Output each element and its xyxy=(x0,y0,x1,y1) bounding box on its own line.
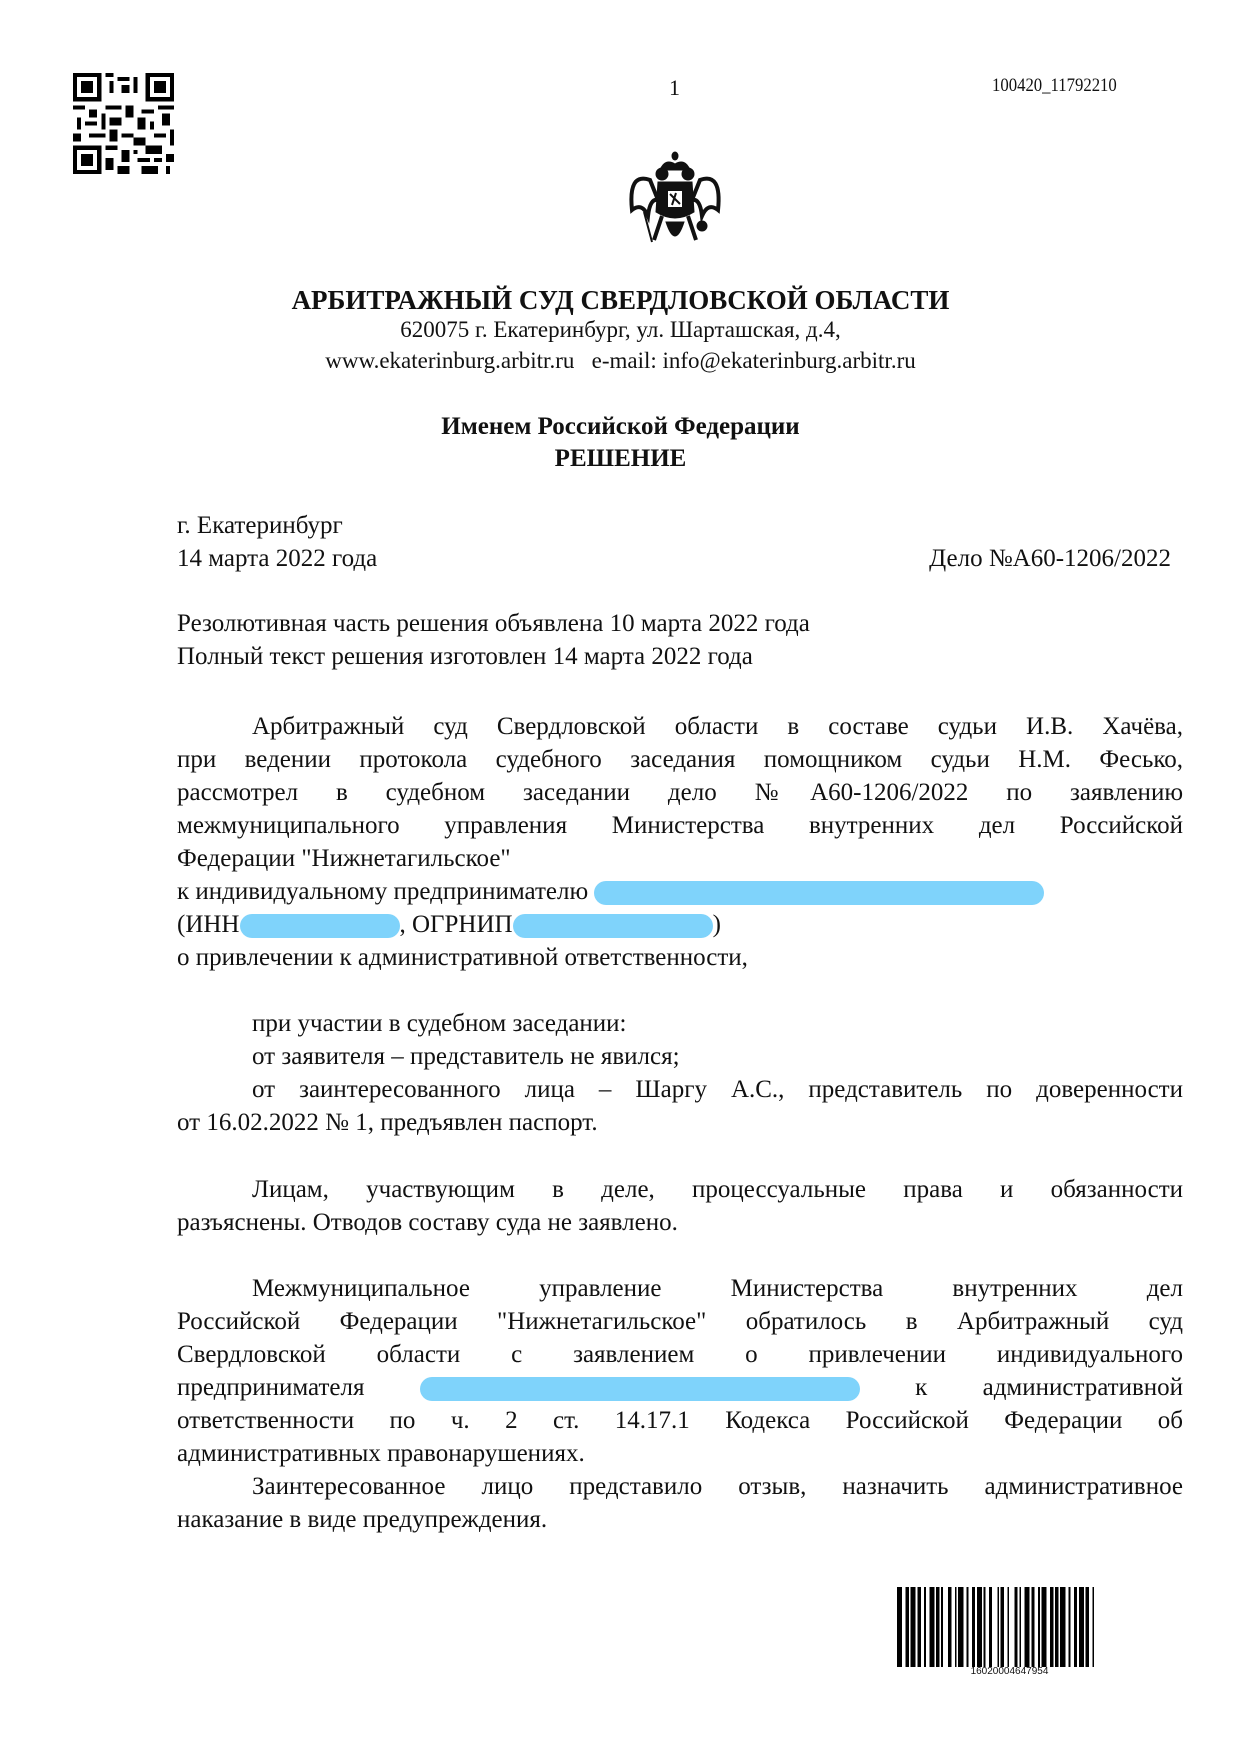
text-line: ответственности по ч. 2 ст. 14.17.1 Кодекса Российской Федерации об xyxy=(177,1407,1183,1434)
text-line: разъяснены. Отводов составу суда не заявлено. xyxy=(177,1209,678,1236)
barcode-bar xyxy=(911,1587,916,1667)
text-line xyxy=(177,1371,1183,1404)
barcode-bar xyxy=(897,1587,902,1667)
barcode-bar xyxy=(924,1587,926,1667)
paragraph-response xyxy=(177,1470,1183,1536)
barcode-bar xyxy=(1014,1587,1017,1667)
text-line: от заинтересованного лица – Шаргу А.С., представитель по доверенности xyxy=(252,1076,1183,1103)
paragraph-participation xyxy=(177,1007,1183,1139)
barcode-bar xyxy=(958,1587,963,1667)
page-number: 1 xyxy=(669,75,680,100)
barcode-bar xyxy=(1001,1587,1004,1667)
barcode-bar xyxy=(955,1587,957,1667)
barcode-bar xyxy=(1055,1587,1058,1667)
decision-date: 14 марта 2022 года xyxy=(177,545,378,572)
barcode-bar xyxy=(997,1587,999,1667)
barcode-bar xyxy=(977,1587,982,1667)
court-address: 620075 г. Екатеринбург, ул. Шарташская, д.4, xyxy=(400,317,841,342)
paragraph-court-composition xyxy=(177,710,1183,974)
text-line: от 16.02.2022 № 1, предъявлен паспорт. xyxy=(177,1109,598,1136)
ogrnip-label: , ОГРНИП xyxy=(399,911,513,938)
text-line: о привлечении к административной ответственности, xyxy=(177,944,748,971)
text-line xyxy=(177,875,1183,908)
text-line: Федерации "Нижнетагильское" xyxy=(177,845,511,872)
barcode-icon xyxy=(897,1587,1122,1667)
barcode-bar xyxy=(941,1587,943,1667)
document-title: РЕШЕНИЕ xyxy=(554,445,687,472)
court-contacts xyxy=(0,348,1241,374)
barcode-bar xyxy=(1086,1587,1089,1667)
barcode-bar xyxy=(984,1587,986,1667)
barcode-bar xyxy=(917,1587,920,1667)
resolution-announced: Резолютивная часть решения объявлена 10 марта 2022 года xyxy=(177,610,810,637)
barcode-bar xyxy=(1008,1587,1010,1667)
redaction-mark xyxy=(513,914,713,938)
text-line: при участии в судебном заседании: xyxy=(252,1010,627,1037)
text-fragment: предпринимателя xyxy=(177,1374,365,1401)
text-line: при ведении протокола судебного заседания помощником судьи Н.М. Фесько, xyxy=(177,746,1183,773)
text-line: Свердловской области с заявлением о привлечении индивидуального xyxy=(177,1341,1183,1368)
barcode-bar xyxy=(929,1587,934,1667)
text-line: рассмотрел в судебном заседании дело №А60-1206/2022 по заявлению xyxy=(177,779,1183,806)
text-line: Лицам, участвующим в деле, процессуальные права и обязанности xyxy=(252,1176,1183,1203)
court-email[interactable]: e-mail: info@ekaterinburg.arbitr.ru xyxy=(591,348,916,373)
text-line: Российской Федерации "Нижнетагильское" обратилось в Арбитражный суд xyxy=(177,1308,1183,1335)
full-text-made: Полный текст решения изготовлен 14 марта 2022 года xyxy=(177,643,753,670)
barcode-bar xyxy=(936,1587,939,1667)
barcode-bar xyxy=(1093,1587,1095,1667)
barcode-bar xyxy=(1019,1587,1021,1667)
barcode-bar xyxy=(1038,1587,1040,1667)
city: г. Екатеринбург xyxy=(177,512,343,539)
qr-code-icon xyxy=(73,73,174,174)
barcode-number: 16020004647954 xyxy=(970,1666,1049,1677)
case-number: Дело №А60-1206/2022 xyxy=(929,545,1171,572)
text-fragment: к индивидуальному предпринимателю xyxy=(177,878,589,905)
barcode-bar xyxy=(1069,1587,1071,1667)
text-line xyxy=(177,908,1183,941)
barcode-bar xyxy=(1079,1587,1084,1667)
barcode-bar xyxy=(972,1587,975,1667)
redaction-mark xyxy=(420,1377,860,1401)
barcode-bar xyxy=(989,1587,992,1667)
court-name: АРБИТРАЖНЫЙ СУД СВЕРДЛОВСКОЙ ОБЛАСТИ xyxy=(291,285,950,315)
paragraph-rights xyxy=(177,1173,1183,1239)
text-line: Межмуниципальное управление Министерства внутренних дел xyxy=(252,1275,1183,1302)
text-line: Заинтересованное лицо представило отзыв, назначить административное xyxy=(252,1473,1183,1500)
redaction-mark xyxy=(594,881,1044,905)
barcode-bar xyxy=(1025,1587,1030,1667)
barcode-bar xyxy=(1060,1587,1065,1667)
redaction-mark xyxy=(240,914,400,938)
text-line: административных правонарушениях. xyxy=(177,1440,585,1467)
inn-label: (ИНН xyxy=(177,911,240,938)
court-website-link[interactable]: www.ekaterinburg.arbitr.ru xyxy=(325,348,575,373)
text-fragment: ) xyxy=(712,911,721,938)
text-line: межмуниципального управления Министерства внутренних дел Российской xyxy=(177,812,1183,839)
barcode-bar xyxy=(1050,1587,1053,1667)
name-of-federation: Именем Российской Федерации xyxy=(441,413,800,440)
text-fragment: к административной xyxy=(915,1374,1184,1401)
text-line: Арбитражный суд Свердловской области в составе судьи И.В. Хачёва, xyxy=(252,713,1183,740)
barcode-bar xyxy=(1031,1587,1034,1667)
document-id: 100420_11792210 xyxy=(992,75,1117,96)
barcode-bar xyxy=(1042,1587,1047,1667)
barcode-bar xyxy=(906,1587,909,1667)
paragraph-application xyxy=(177,1272,1183,1470)
barcode-bar xyxy=(1074,1587,1077,1667)
text-line: от заявителя – представитель не явился; xyxy=(252,1043,680,1070)
barcode-bar xyxy=(948,1587,951,1667)
russian-coat-of-arms-icon xyxy=(620,150,730,250)
text-line: наказание в виде предупреждения. xyxy=(177,1506,548,1533)
barcode-bar xyxy=(967,1587,969,1667)
